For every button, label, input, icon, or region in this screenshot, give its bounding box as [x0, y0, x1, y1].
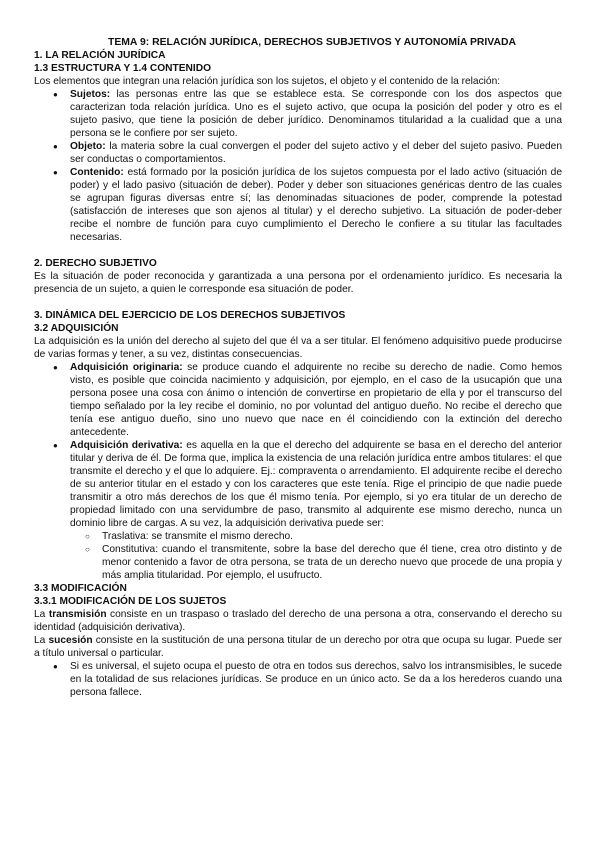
- list-item: [70, 88, 562, 140]
- definition: consiste en la sustitución de una persona titular de un derecho por otra que ocupa su lugar. Puede ser a título universal o particular.: [34, 635, 562, 659]
- term: Contenido:: [70, 167, 124, 178]
- spacer: [34, 244, 562, 257]
- acquisition-list: [34, 361, 562, 582]
- list-item: [70, 140, 562, 166]
- sub-list-item: ○ Traslativa: se transmite el mismo derecho.: [102, 530, 562, 543]
- list-item: [70, 439, 562, 582]
- section-3-2-heading: 3.2 ADQUISICIÓN: [34, 323, 119, 334]
- term: Sujetos:: [70, 89, 111, 100]
- transmission-paragraph: [34, 608, 562, 634]
- term: Objeto:: [70, 141, 106, 152]
- section-3-2-intro: La adquisición es la unión del derecho al sujeto del que él va a ser titular. El fenómeno adquisitivo puede producirse de varias formas y tener, a su vez, distintas consecuencias.: [34, 336, 562, 360]
- derivative-types-list: [70, 530, 562, 582]
- list-item: [70, 166, 562, 244]
- section-2-heading: 2. DERECHO SUBJETIVO: [34, 258, 157, 269]
- definition: está formado por la posición jurídica de los sujetos compuesta por el lado activo (situación de poder) y el lado pasivo (situación de deber). Poder y deber son situaciones genéricas dentro de las cuales se agrupan figuras diversas entre sí; las denominadas situaciones de poder, comprende la potestad (satisfacción de intereses que son ajenos al titular) y el derecho subjetivo. La situación de poder-deber recibe el nombre de función para cuyo cumplimiento el Derecho le confiere a su titular las facultades necesarias.: [70, 167, 562, 243]
- prefix: La: [34, 635, 49, 646]
- section-1-heading: 1. LA RELACIÓN JURÍDICA: [34, 50, 166, 61]
- section-3-3-heading: 3.3 MODIFICACIÓN: [34, 583, 127, 594]
- section-1-3-heading: 1.3 ESTRUCTURA Y 1.4 CONTENIDO: [34, 63, 211, 74]
- succession-list: [34, 660, 562, 699]
- definition: la materia sobre la cual convergen el poder del sujeto activo y el deber del sujeto pasivo. Pueden ser conductas o comportamientos.: [70, 141, 562, 165]
- section-1-intro: Los elementos que integran una relación jurídica son los sujetos, el objeto y el contenido de la relación:: [34, 76, 501, 87]
- prefix: La: [34, 609, 49, 620]
- term: transmisión: [48, 609, 107, 620]
- succession-paragraph: [34, 634, 562, 660]
- section-3-3-1-heading: 3.3.1 MODIFICACIÓN DE LOS SUJETOS: [34, 596, 227, 607]
- definition: es aquella en la que el derecho del adquirente se basa en el derecho del anterior titular y deriva de él. De forma que, implica la existencia de una relación jurídica entre ambos titulares: el que transmite el derecho y el que lo adquiere. Ej.: compraventa o arrendamiento. El adquirente recibe el derecho de su anterior titular en el estado y con los caracteres que este tenía. Rige el principio de que nadie puede transmitir a otro más derechos de los que él mismo tenía. Por ejemplo, si yo era titular de un derecho de propiedad limitado con una servidumbre de paso, transmito al adquirente ese mismo derecho, nunca un dominio libre de cargas. A su vez, la adquisición derivativa puede ser:: [70, 440, 562, 529]
- sub-list-item: ○ Constitutiva: cuando el transmitente, sobre la base del derecho que él tiene, crea otro distinto y de menor contenido a favor de otra persona, se trata de un derecho nuevo que procede de una propia y más amplia titularidad. Por ejemplo, el usufructo.: [102, 543, 562, 582]
- definition: las personas entre las que se establece esta. Se corresponde con los dos aspectos que caracterizan toda relación jurídica. Uno es el sujeto activo, que ocupa la posición del poder y otro es el sujeto pasivo, que tiene la posición de deber jurídico. Denominamos titularidad a la cualidad que a una persona se le confiere por ser sujeto.: [70, 89, 562, 139]
- term: Adquisición originaria:: [70, 362, 183, 373]
- term: sucesión: [48, 635, 93, 646]
- definition: se produce cuando el adquirente no recibe su derecho de nadie. Como hemos visto, es posible que coincida nacimiento y adquisición, por ejemplo, en el caso de la usucapión que una persona posee una cosa con ánimo o intención de convertirse en propietario de ella y por el transcurso del tiempo señalado por la ley recibe el dominio, no por voluntad del antiguo dueño. No recibe el derecho que tenía ese antiguo dueño, sino uno nuevo que nace en él coincidiendo con la extinción del derecho antecedente.: [70, 362, 562, 438]
- term: Adquisición derivativa:: [70, 440, 183, 451]
- list-item: [70, 361, 562, 439]
- spacer: [34, 296, 562, 309]
- elements-list: [34, 88, 562, 244]
- list-item: ● Si es universal, el sujeto ocupa el puesto de otra en todos sus derechos, salvo los intransmisibles, le sucede en la totalidad de sus relaciones jurídicas. Se produce en un único acto. Se da a los herederos cuando una persona fallece.: [70, 660, 562, 699]
- document-title: TEMA 9: RELACIÓN JURÍDICA, DERECHOS SUBJETIVOS Y AUTONOMÍA PRIVADA: [108, 37, 516, 48]
- section-3-heading: 3. DINÁMICA DEL EJERCICIO DE LOS DERECHOS SUBJETIVOS: [34, 310, 346, 321]
- definition: consiste en un traspaso o traslado del derecho de una persona a otra, conservando el derecho su identidad (adquisición derivativa).: [34, 609, 562, 633]
- section-2-text: Es la situación de poder reconocida y garantizada a una persona por el ordenamiento jurídico. Es necesaria la presencia de un sujeto, a quien le corresponde esa situación de poder.: [34, 271, 562, 295]
